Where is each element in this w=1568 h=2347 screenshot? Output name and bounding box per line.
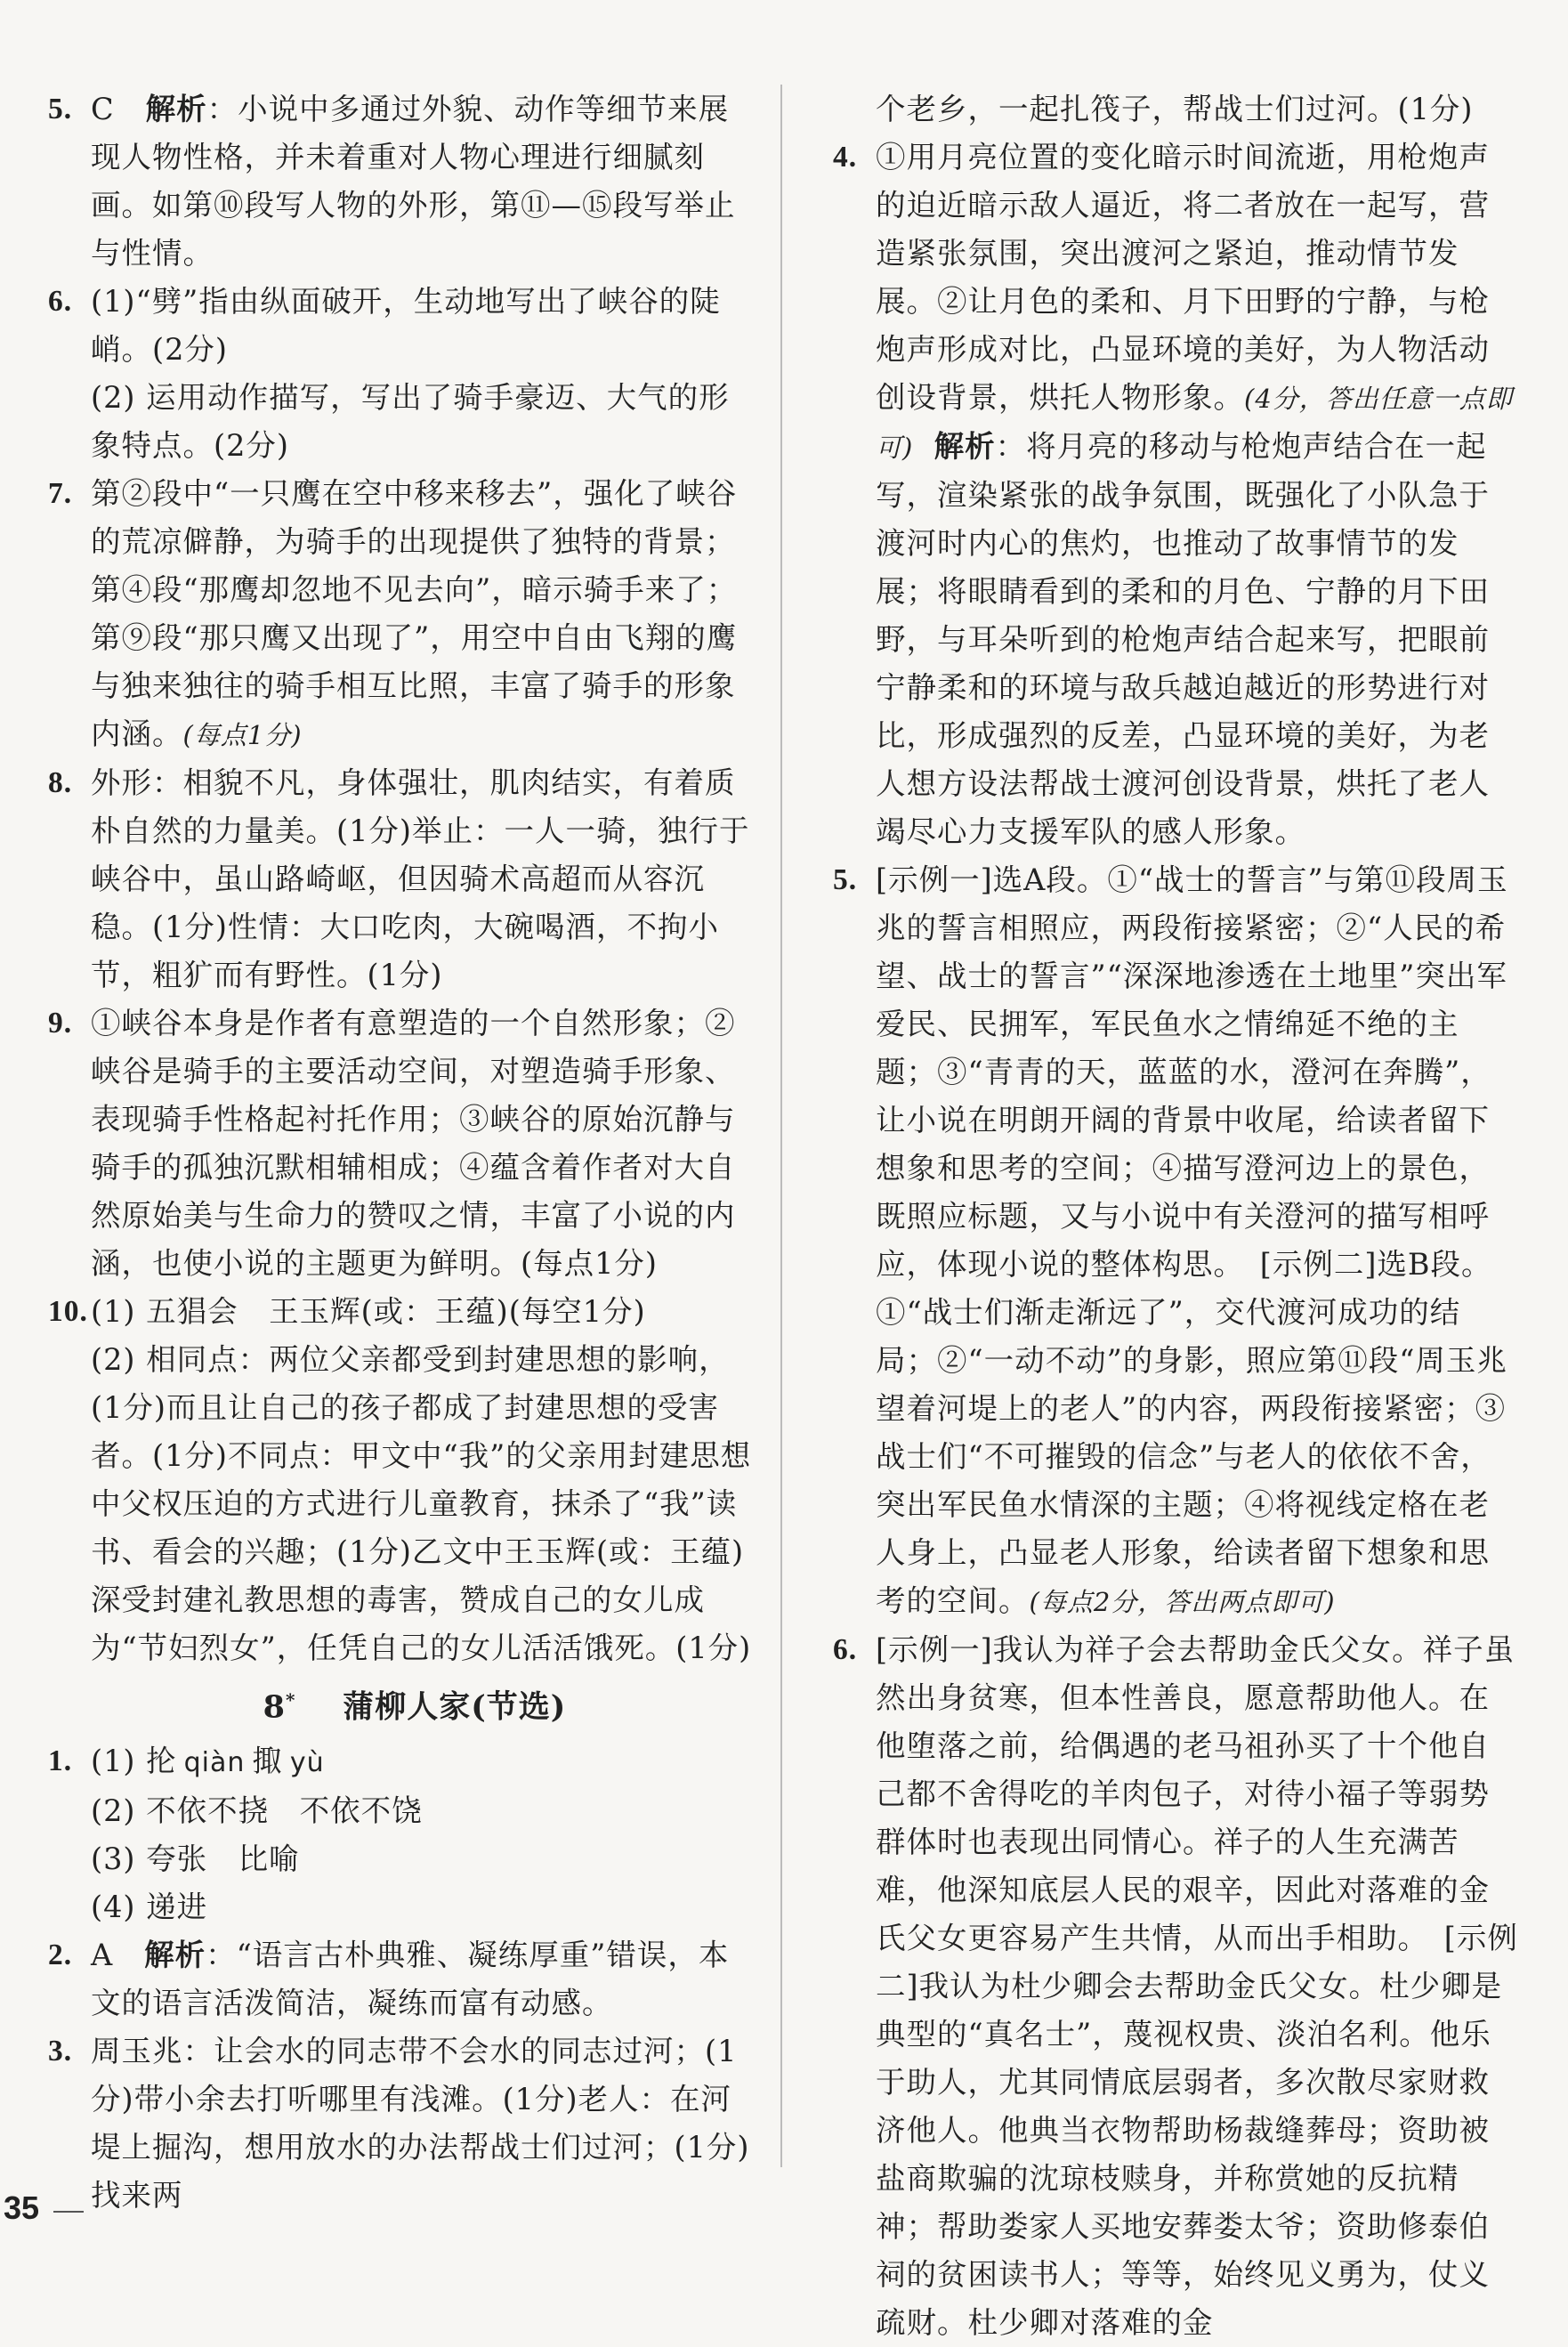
answer-text: 外形：相貌不凡，身体强壮，肌肉结实，有着质朴自然的力量美。(1分)举止：一人一骑，独行于峡谷中，虽山路崎岖，但因骑术高超而从容沉稳。(1分)性情：大口吃肉，大碗喝酒，不拘小节，粗犷而有野性。(1分) [91, 765, 750, 992]
section-name: 蒲柳人家(节选) [343, 1688, 567, 1726]
answer-letter: A [91, 1937, 114, 1972]
answer-q9 [41, 999, 753, 1288]
left-column [41, 85, 753, 2220]
answer-q10 [41, 1288, 753, 1672]
analysis-label: 解析 [145, 92, 207, 126]
char-1: (1) 抡 [91, 1743, 177, 1778]
answer-text: 周玉兆：让会水的同志带不会水的同志过河；(1分)带小余去打听哪里有浅滩。(1分)老人：在河堤上掘沟，想用放水的办法帮战士们过河；(1分)找来两 [91, 2033, 750, 2213]
sub-answer-1: (1) 五猖会 王玉辉(或：王蕴)(每空1分) [91, 1294, 646, 1329]
score-note: (每点2分，答出两点即可) [1029, 1587, 1336, 1617]
page-number: 35 [4, 2189, 40, 2226]
question-number: 2. [48, 1938, 73, 1971]
answer-text: ：“语言古朴典雅、凝练厚重”错误，本文的语言活泼简洁，凝练而富有动感。 [91, 1937, 730, 2020]
char-2: 掫 [252, 1743, 283, 1778]
answer-q6 [41, 278, 753, 470]
question-number: 10. [48, 1295, 88, 1328]
question-number: 7. [48, 477, 73, 510]
question-number: 8. [48, 766, 73, 799]
section-number: 8 [263, 1688, 286, 1726]
question-number: 4. [833, 141, 858, 174]
answer-text: [示例一]选A段。①“战士的誓言”与第⑪段周玉兆的誓言相照应，两段衔接紧密；②“人民的希望、战士的誓言”“深深地渗透在土地里”突出军爱民、民拥军，军民鱼水之情绵延不绝的主题；③“青青的天，蓝蓝的水，澄河在奔腾”，让小说在明朗开阔的背景中收尾，给读者留下想象和思考的空间；④描写澄河边上的景色，既照应标题，又与小说中有关澄河的描写相呼应，体现小说的整体构思。 [示例二]选B段。①“战士们渐走渐远了”，交代渡河成功的结局；②“一动不动”的身影，照应第⑪段“周玉兆望着河堤上的老人”的内容，两段衔接紧密；③战士们“不可摧毁的信念”与老人的依依不舍，突出军民鱼水情深的主题；④将视线定格在老人身上，凸显老人形象，给读者留下想象和思考的空间。 [876, 862, 1508, 1618]
answer-text: 第②段中“一只鹰在空中移来移去”，强化了峡谷的荒凉僻静，为骑手的出现提供了独特的背景；第④段“那鹰却忽地不见去向”，暗示骑手来了；第⑨段“那只鹰又出现了”，用空中自由飞翔的鹰与独来独往的骑手相互比照，丰富了骑手的形象内涵。 [91, 476, 738, 751]
answer-text: ①用月亮位置的变化暗示时间流逝，用枪炮声的迫近暗示敌人逼近，将二者放在一起写，营造紧张氛围，突出渡河之紧迫，推动情节发展。②让月色的柔和、月下田野的宁静，与枪炮声形成对比，凸显环境的美好，为人物活动创设背景，烘托人物形象。 [876, 140, 1490, 415]
question-number: 6. [833, 1633, 858, 1666]
question-number: 6. [48, 285, 73, 318]
section-mark: * [286, 1689, 296, 1711]
sub-answer-1: (1)“劈”指由纵面破开，生动地写出了峡谷的陡峭。(2分) [91, 284, 721, 367]
answer-q5 [41, 85, 753, 278]
analysis-text: ：将月亮的移动与枪炮声结合在一起写，渲染紧张的战争氛围，既强化了小队急于渡河时内心的焦灼，也推动了故事情节的发展；将眼睛看到的柔和的月色、宁静的月下田野，与耳朵听到的枪炮声结合起来写，把眼前宁静柔和的环境与敌兵越迫越近的形势进行对比，形成强烈的反差，凸显环境的美好，为老人想方设法帮战士渡河创设背景，烘托了老人竭尽心力支援军队的感人形象。 [876, 429, 1490, 849]
answer-s1 [41, 1737, 753, 1931]
answer-q7 [41, 470, 753, 759]
answer-s4 [826, 134, 1520, 856]
sub-answer-4: (4) 递进 [91, 1889, 208, 1924]
analysis-label: 解析 [934, 429, 996, 464]
answer-text: ：小说中多通过外貌、动作等细节来展现人物性格，并未着重对人物心理进行细腻刻画。如第⑩段写人物的外形，第⑪—⑮段写举止与性情。 [91, 92, 736, 271]
pinyin-2: yù [289, 1746, 325, 1778]
answer-s3-continued: 个老乡，一起扎筏子，帮战士们过河。(1分) [876, 92, 1474, 126]
question-number: 5. [833, 863, 858, 896]
answer-s6 [826, 1626, 1520, 2347]
answer-q8 [41, 759, 753, 999]
score-note: (4分，答出任意一点即可) [876, 384, 1513, 463]
answer-s5 [826, 856, 1520, 1626]
answer-s2 [41, 1931, 753, 2027]
analysis-label: 解析 [144, 1937, 206, 1972]
pinyin-1: qiàn [183, 1746, 246, 1778]
right-column [826, 85, 1520, 2347]
question-number: 1. [48, 1744, 73, 1777]
answer-s3 [41, 2027, 753, 2220]
question-number: 9. [48, 1007, 73, 1040]
score-note: (每点1分) [182, 720, 303, 750]
sub-answer-3: (3) 夸张 比喻 [91, 1841, 300, 1876]
sub-answer-2: (2) 不依不挠 不依不饶 [91, 1793, 423, 1828]
sub-answer-2: (2) 运用动作描写，写出了骑手豪迈、大气的形象特点。(2分) [91, 380, 730, 463]
sub-answer-1 [91, 1737, 753, 1787]
answer-text: [示例一]我认为祥子会去帮助金氏父女。祥子虽然出身贫寒，但本性善良，愿意帮助他人。在他堕落之前，给偶遇的老马祖孙买了十个他自己都不舍得吃的羊肉包子，对待小福子等弱势群体时也表现出同情心。祥子的人生充满苦难，他深知底层人民的艰辛，因此对落难的金氏父女更容易产生共情，从而出手相助。 [示例二]我认为杜少卿会去帮助金氏父女。杜少卿是典型的“真名士”，蔑视权贵、淡泊名利。他乐于助人，尤其同情底层弱者，多次散尽家财救济他人。他典当衣物帮助杨裁缝葬母；资助被盐商欺骗的沈琼枝赎身，并称赏她的反抗精神；帮助娄家人买地安葬娄太爷；资助修泰伯祠的贫困读书人；等等，始终见义勇为，仗义疏财。杜少卿对落难的金 [876, 1632, 1518, 2340]
page-number-rule [53, 2211, 84, 2213]
column-divider [780, 85, 782, 2167]
section-title [41, 1676, 753, 1732]
question-number: 3. [48, 2034, 73, 2068]
question-number: 5. [48, 93, 73, 125]
answer-letter: C [91, 92, 115, 126]
sub-answer-2: (2) 相同点：两位父亲都受到封建思想的影响，(1分)而且让自己的孩子都成了封建思想的受害者。(1分)不同点：甲文中“我”的父亲用封建思想中父权压迫的方式进行儿童教育，抹杀了“我”读书、看会的兴趣；(1分)乙文中王玉辉(或：王蕴)深受封建礼教思想的毒害，赞成自己的女儿成为“节妇烈女”，任凭自己的女儿活活饿死。(1分) [91, 1342, 752, 1665]
answer-text: ①峡谷本身是作者有意塑造的一个自然形象；②峡谷是骑手的主要活动空间，对塑造骑手形象、表现骑手性格起衬托作用；③峡谷的原始沉静与骑手的孤独沉默相辅相成；④蕴含着作者对大自然原始美与生命力的赞叹之情，丰富了小说的内涵，也使小说的主题更为鲜明。(每点1分) [91, 1006, 736, 1281]
